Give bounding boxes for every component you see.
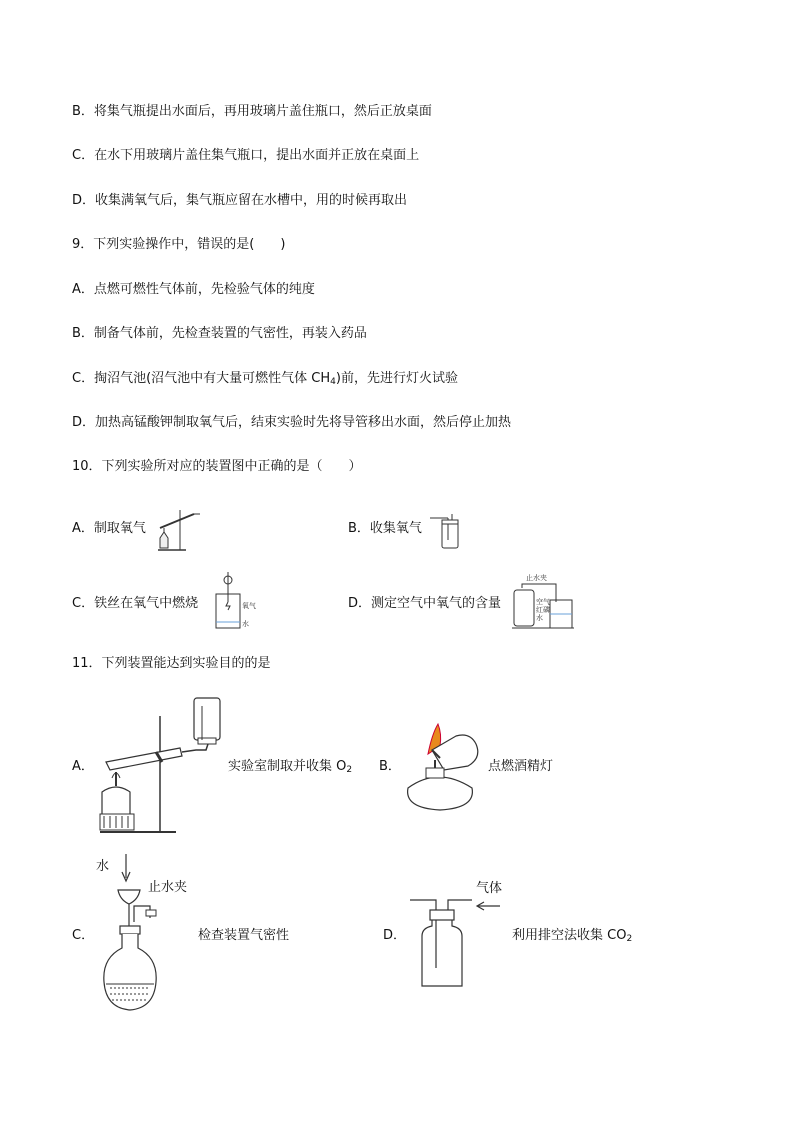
q9-option-c: C．掏沼气池(沼气池中有大量可燃性气体 $CH_4$)前，先进行灯火试验	[72, 371, 458, 387]
q11-option-c-text: 检查装置气密性	[198, 928, 290, 943]
svg-text:红磷: 红磷	[536, 606, 550, 614]
q11-option-b-text: 点燃酒精灯	[488, 759, 554, 774]
svg-text:水: 水	[242, 620, 249, 628]
q10-fig-b-gas-bottle	[430, 512, 464, 550]
q11-option-a-letter: A．	[72, 759, 94, 774]
q10-option-a: A．制取氧气	[72, 521, 146, 536]
q10-fig-a-heating-apparatus	[150, 506, 200, 552]
q9-option-a: A．点燃可燃性气体前，先检验气体的纯度	[72, 282, 315, 297]
q10-option-d: D．测定空气中氧气的含量	[348, 596, 502, 611]
q9-option-b: B．制备气体前，先检查装置的气密性，再装入药品	[72, 326, 367, 341]
q8-option-b: B．将集气瓶提出水面后，再用玻璃片盖住瓶口，然后正放桌面	[72, 104, 432, 119]
q10-option-b: B．收集氧气	[348, 521, 422, 536]
q11-fig-b-lighting-alcohol-lamp	[402, 720, 486, 812]
down-arrow-icon	[121, 854, 131, 882]
q11-option-d-letter: D．	[383, 928, 407, 943]
q11-option-d-text: 利用排空法收集 $CO_2$	[512, 928, 633, 944]
svg-text:氧气: 氧气	[242, 602, 256, 610]
q8-option-c: C．在水下用玻璃片盖住集气瓶口，提出水面并正放在桌面上	[72, 148, 420, 163]
q9-stem: 9．下列实验操作中，错误的是( )	[72, 237, 286, 252]
q11-option-a-text: 实验室制取并收集 $O_2$	[228, 759, 353, 775]
q11-fig-a-oxygen-apparatus	[96, 696, 230, 834]
q11-fig-c-airtightness-check	[104, 884, 168, 1014]
q11-fig-c-water-label: 水	[96, 859, 110, 874]
q11-fig-d-gas-collection-bottle	[408, 896, 474, 992]
left-arrow-icon	[476, 901, 500, 911]
svg-text:水: 水	[536, 614, 543, 622]
q11-fig-d-gas-label: 气体	[476, 881, 503, 896]
svg-text:空气: 空气	[536, 598, 550, 606]
q8-option-d: D．收集满氧气后，集气瓶应留在水槽中，用的时候再取出	[72, 193, 408, 208]
q10-stem: 10．下列实验所对应的装置图中正确的是（ ）	[72, 459, 362, 474]
q11-option-b-letter: B．	[379, 759, 401, 774]
q11-fig-c-clamp-label: 止水夹	[148, 880, 188, 895]
q10-fig-d-oxygen-measurement	[512, 574, 574, 632]
q9-option-d: D．加热高锰酸钾制取氧气后，结束实验时先将导管移出水面，然后停止加热	[72, 415, 512, 430]
q10-fig-c-iron-wire-burning	[208, 572, 256, 632]
svg-text:止水夹: 止水夹	[526, 574, 547, 582]
q11-stem: 11．下列装置能达到实验目的的是	[72, 656, 271, 671]
q11-option-c-letter: C．	[72, 928, 95, 943]
q10-option-c: C．铁丝在氧气中燃烧	[72, 596, 199, 611]
